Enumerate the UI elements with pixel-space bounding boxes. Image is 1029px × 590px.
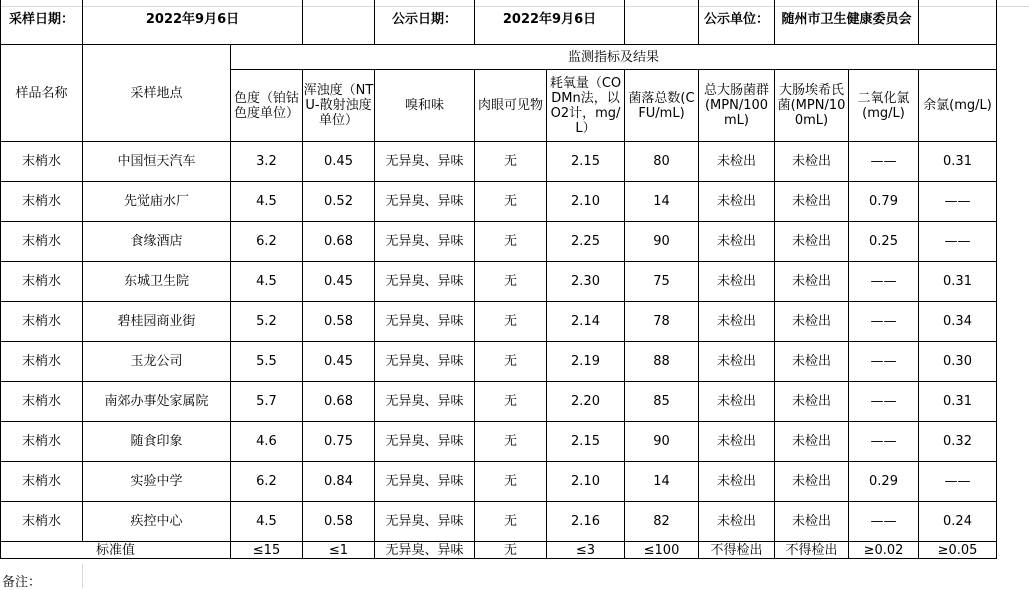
cell-visible: 无 [475, 502, 547, 542]
cell-colony: 85 [625, 382, 699, 422]
cell-visible: 无 [475, 222, 547, 262]
table-row [1, 502, 997, 542]
cell-colony: 75 [625, 262, 699, 302]
standard-label: 标准值 [1, 542, 231, 559]
cell-visible: 无 [475, 462, 547, 502]
col-location: 采样地点 [83, 45, 231, 142]
cell-visible: 无 [475, 382, 547, 422]
cell-oxygen: 2.16 [547, 502, 625, 542]
cell-odor: 无异臭、异味 [375, 382, 475, 422]
cell-turbidity: 0.58 [303, 502, 375, 542]
cell-odor: 无异臭、异味 [375, 422, 475, 462]
cell-clo2: 0.29 [849, 462, 919, 502]
cell-colony: 80 [625, 142, 699, 182]
cell-location: 中国恒天汽车 [83, 142, 231, 182]
cell-ecoli: 未检出 [775, 222, 849, 262]
table-row [1, 182, 997, 222]
cell-oxygen: 2.10 [547, 462, 625, 502]
cell-colony: 14 [625, 182, 699, 222]
cell-oxygen: 2.10 [547, 182, 625, 222]
data-rows [1, 142, 997, 542]
cell-color: 4.5 [231, 262, 303, 302]
cell-clo2: —— [849, 422, 919, 462]
cell-chlorine: 0.34 [919, 302, 997, 342]
cell-coliform: 未检出 [699, 262, 775, 302]
table-row [1, 462, 997, 502]
table-row [1, 422, 997, 462]
col-color: 色度（铂钴色度单位） [231, 70, 303, 142]
group-header-row [1, 45, 997, 70]
cell-location: 南郊办事处家属院 [83, 382, 231, 422]
col-turbidity: 浑浊度（NTU-散射浊度单位） [303, 70, 375, 142]
publish-date-value: 2022年9月6日 [475, 0, 625, 45]
cell-color: 4.5 [231, 502, 303, 542]
cell-color: 4.6 [231, 422, 303, 462]
cell-oxygen: 2.30 [547, 262, 625, 302]
cell-location: 先觉庙水厂 [83, 182, 231, 222]
standard-value: 无 [475, 542, 547, 559]
cell-turbidity: 0.75 [303, 422, 375, 462]
cell-sample-name: 末梢水 [1, 382, 83, 422]
cell-oxygen: 2.15 [547, 422, 625, 462]
cell-chlorine: 0.31 [919, 142, 997, 182]
cell-colony: 14 [625, 462, 699, 502]
table-row [1, 342, 997, 382]
cell-colony: 88 [625, 342, 699, 382]
cell-sample-name: 末梢水 [1, 142, 83, 182]
cell-colony: 78 [625, 302, 699, 342]
cell-ecoli: 未检出 [775, 182, 849, 222]
col-visible: 肉眼可见物 [475, 70, 547, 142]
cell-turbidity: 0.58 [303, 302, 375, 342]
cell-visible: 无 [475, 262, 547, 302]
info-row [1, 0, 997, 45]
cell-chlorine: 0.31 [919, 382, 997, 422]
col-coliform: 总大肠菌群(MPN/100mL) [699, 70, 775, 142]
cell-visible: 无 [475, 182, 547, 222]
table-row [1, 222, 997, 262]
col-sample-name: 样品名称 [1, 45, 83, 142]
col-oxygen: 耗氧量（CODMn法，以O2计，mg/L） [547, 70, 625, 142]
cell-sample-name: 末梢水 [1, 502, 83, 542]
cell-chlorine: 0.30 [919, 342, 997, 382]
cell-coliform: 未检出 [699, 302, 775, 342]
info-blank-cell [919, 0, 997, 45]
cell-chlorine: 0.24 [919, 502, 997, 542]
cell-chlorine: 0.32 [919, 422, 997, 462]
cell-sample-name: 末梢水 [1, 262, 83, 302]
cell-location: 玉龙公司 [83, 342, 231, 382]
cell-turbidity: 0.84 [303, 462, 375, 502]
cell-clo2: —— [849, 342, 919, 382]
standard-row [1, 542, 997, 559]
cell-odor: 无异臭、异味 [375, 462, 475, 502]
table-row [1, 142, 997, 182]
cell-chlorine: —— [919, 222, 997, 262]
cell-sample-name: 末梢水 [1, 222, 83, 262]
cell-visible: 无 [475, 142, 547, 182]
cell-coliform: 未检出 [699, 222, 775, 262]
cell-color: 4.5 [231, 182, 303, 222]
sample-date-value: 2022年9月6日 [83, 0, 303, 45]
standard-value: ≥0.05 [919, 542, 997, 559]
cell-sample-name: 末梢水 [1, 302, 83, 342]
note-label: 备注： [2, 575, 42, 590]
col-clo2: 二氧化氯(mg/L) [849, 70, 919, 142]
cell-sample-name: 末梢水 [1, 422, 83, 462]
cell-odor: 无异臭、异味 [375, 142, 475, 182]
cell-clo2: 0.79 [849, 182, 919, 222]
cell-turbidity: 0.45 [303, 142, 375, 182]
cell-sample-name: 末梢水 [1, 182, 83, 222]
col-odor: 嗅和味 [375, 70, 475, 142]
cell-turbidity: 0.68 [303, 222, 375, 262]
sheet-gridline [82, 564, 83, 588]
cell-odor: 无异臭、异味 [375, 302, 475, 342]
publish-date-label: 公示日期： [375, 0, 475, 45]
table-row [1, 262, 997, 302]
cell-odor: 无异臭、异味 [375, 182, 475, 222]
cell-ecoli: 未检出 [775, 302, 849, 342]
sample-date-label: 采样日期： [1, 0, 83, 45]
standard-value: ≤100 [625, 542, 699, 559]
cell-color: 6.2 [231, 462, 303, 502]
cell-oxygen: 2.20 [547, 382, 625, 422]
cell-clo2: —— [849, 302, 919, 342]
col-chlorine: 余氯(mg/L) [919, 70, 997, 142]
standard-value: ≤15 [231, 542, 303, 559]
cell-oxygen: 2.19 [547, 342, 625, 382]
cell-turbidity: 0.45 [303, 262, 375, 302]
cell-ecoli: 未检出 [775, 502, 849, 542]
cell-coliform: 未检出 [699, 462, 775, 502]
cell-colony: 82 [625, 502, 699, 542]
cell-color: 5.2 [231, 302, 303, 342]
cell-odor: 无异臭、异味 [375, 222, 475, 262]
standard-value: 不得检出 [775, 542, 849, 559]
cell-coliform: 未检出 [699, 382, 775, 422]
standard-value: ≤3 [547, 542, 625, 559]
cell-coliform: 未检出 [699, 342, 775, 382]
cell-color: 5.5 [231, 342, 303, 382]
info-blank-cell [303, 0, 375, 45]
standard-value: ≥0.02 [849, 542, 919, 559]
cell-coliform: 未检出 [699, 182, 775, 222]
cell-location: 东城卫生院 [83, 262, 231, 302]
cell-ecoli: 未检出 [775, 142, 849, 182]
cell-clo2: —— [849, 142, 919, 182]
cell-clo2: 0.25 [849, 222, 919, 262]
cell-visible: 无 [475, 422, 547, 462]
cell-sample-name: 末梢水 [1, 342, 83, 382]
cell-ecoli: 未检出 [775, 382, 849, 422]
cell-turbidity: 0.45 [303, 342, 375, 382]
publisher-label: 公示单位： [699, 0, 775, 45]
cell-visible: 无 [475, 302, 547, 342]
cell-visible: 无 [475, 342, 547, 382]
cell-turbidity: 0.52 [303, 182, 375, 222]
cell-ecoli: 未检出 [775, 262, 849, 302]
cell-location: 疾控中心 [83, 502, 231, 542]
cell-oxygen: 2.15 [547, 142, 625, 182]
cell-coliform: 未检出 [699, 142, 775, 182]
cell-chlorine: —— [919, 462, 997, 502]
cell-location: 碧桂园商业街 [83, 302, 231, 342]
cell-location: 实验中学 [83, 462, 231, 502]
cell-coliform: 未检出 [699, 422, 775, 462]
cell-clo2: —— [849, 382, 919, 422]
cell-chlorine: —— [919, 182, 997, 222]
cell-odor: 无异臭、异味 [375, 502, 475, 542]
col-ecoli: 大肠埃希氏菌(MPN/100mL) [775, 70, 849, 142]
table-row [1, 382, 997, 422]
cell-chlorine: 0.31 [919, 262, 997, 302]
cell-ecoli: 未检出 [775, 462, 849, 502]
cell-clo2: —— [849, 502, 919, 542]
cell-clo2: —— [849, 262, 919, 302]
cell-color: 5.7 [231, 382, 303, 422]
col-indicators-group: 监测指标及结果 [231, 45, 997, 70]
cell-oxygen: 2.25 [547, 222, 625, 262]
standard-value: ≤1 [303, 542, 375, 559]
cell-color: 6.2 [231, 222, 303, 262]
col-colony: 菌落总数(CFU/mL) [625, 70, 699, 142]
cell-ecoli: 未检出 [775, 342, 849, 382]
cell-turbidity: 0.68 [303, 382, 375, 422]
cell-location: 随食印象 [83, 422, 231, 462]
cell-coliform: 未检出 [699, 502, 775, 542]
cell-odor: 无异臭、异味 [375, 262, 475, 302]
cell-sample-name: 末梢水 [1, 462, 83, 502]
cell-ecoli: 未检出 [775, 422, 849, 462]
publisher-value: 随州市卫生健康委员会 [775, 0, 919, 45]
standard-value: 不得检出 [699, 542, 775, 559]
cell-location: 食缘酒店 [83, 222, 231, 262]
standard-value: 无异臭、异味 [375, 542, 475, 559]
cell-oxygen: 2.14 [547, 302, 625, 342]
cell-odor: 无异臭、异味 [375, 342, 475, 382]
cell-colony: 90 [625, 422, 699, 462]
cell-colony: 90 [625, 222, 699, 262]
cell-color: 3.2 [231, 142, 303, 182]
table-row [1, 302, 997, 342]
info-blank-cell [625, 0, 699, 45]
